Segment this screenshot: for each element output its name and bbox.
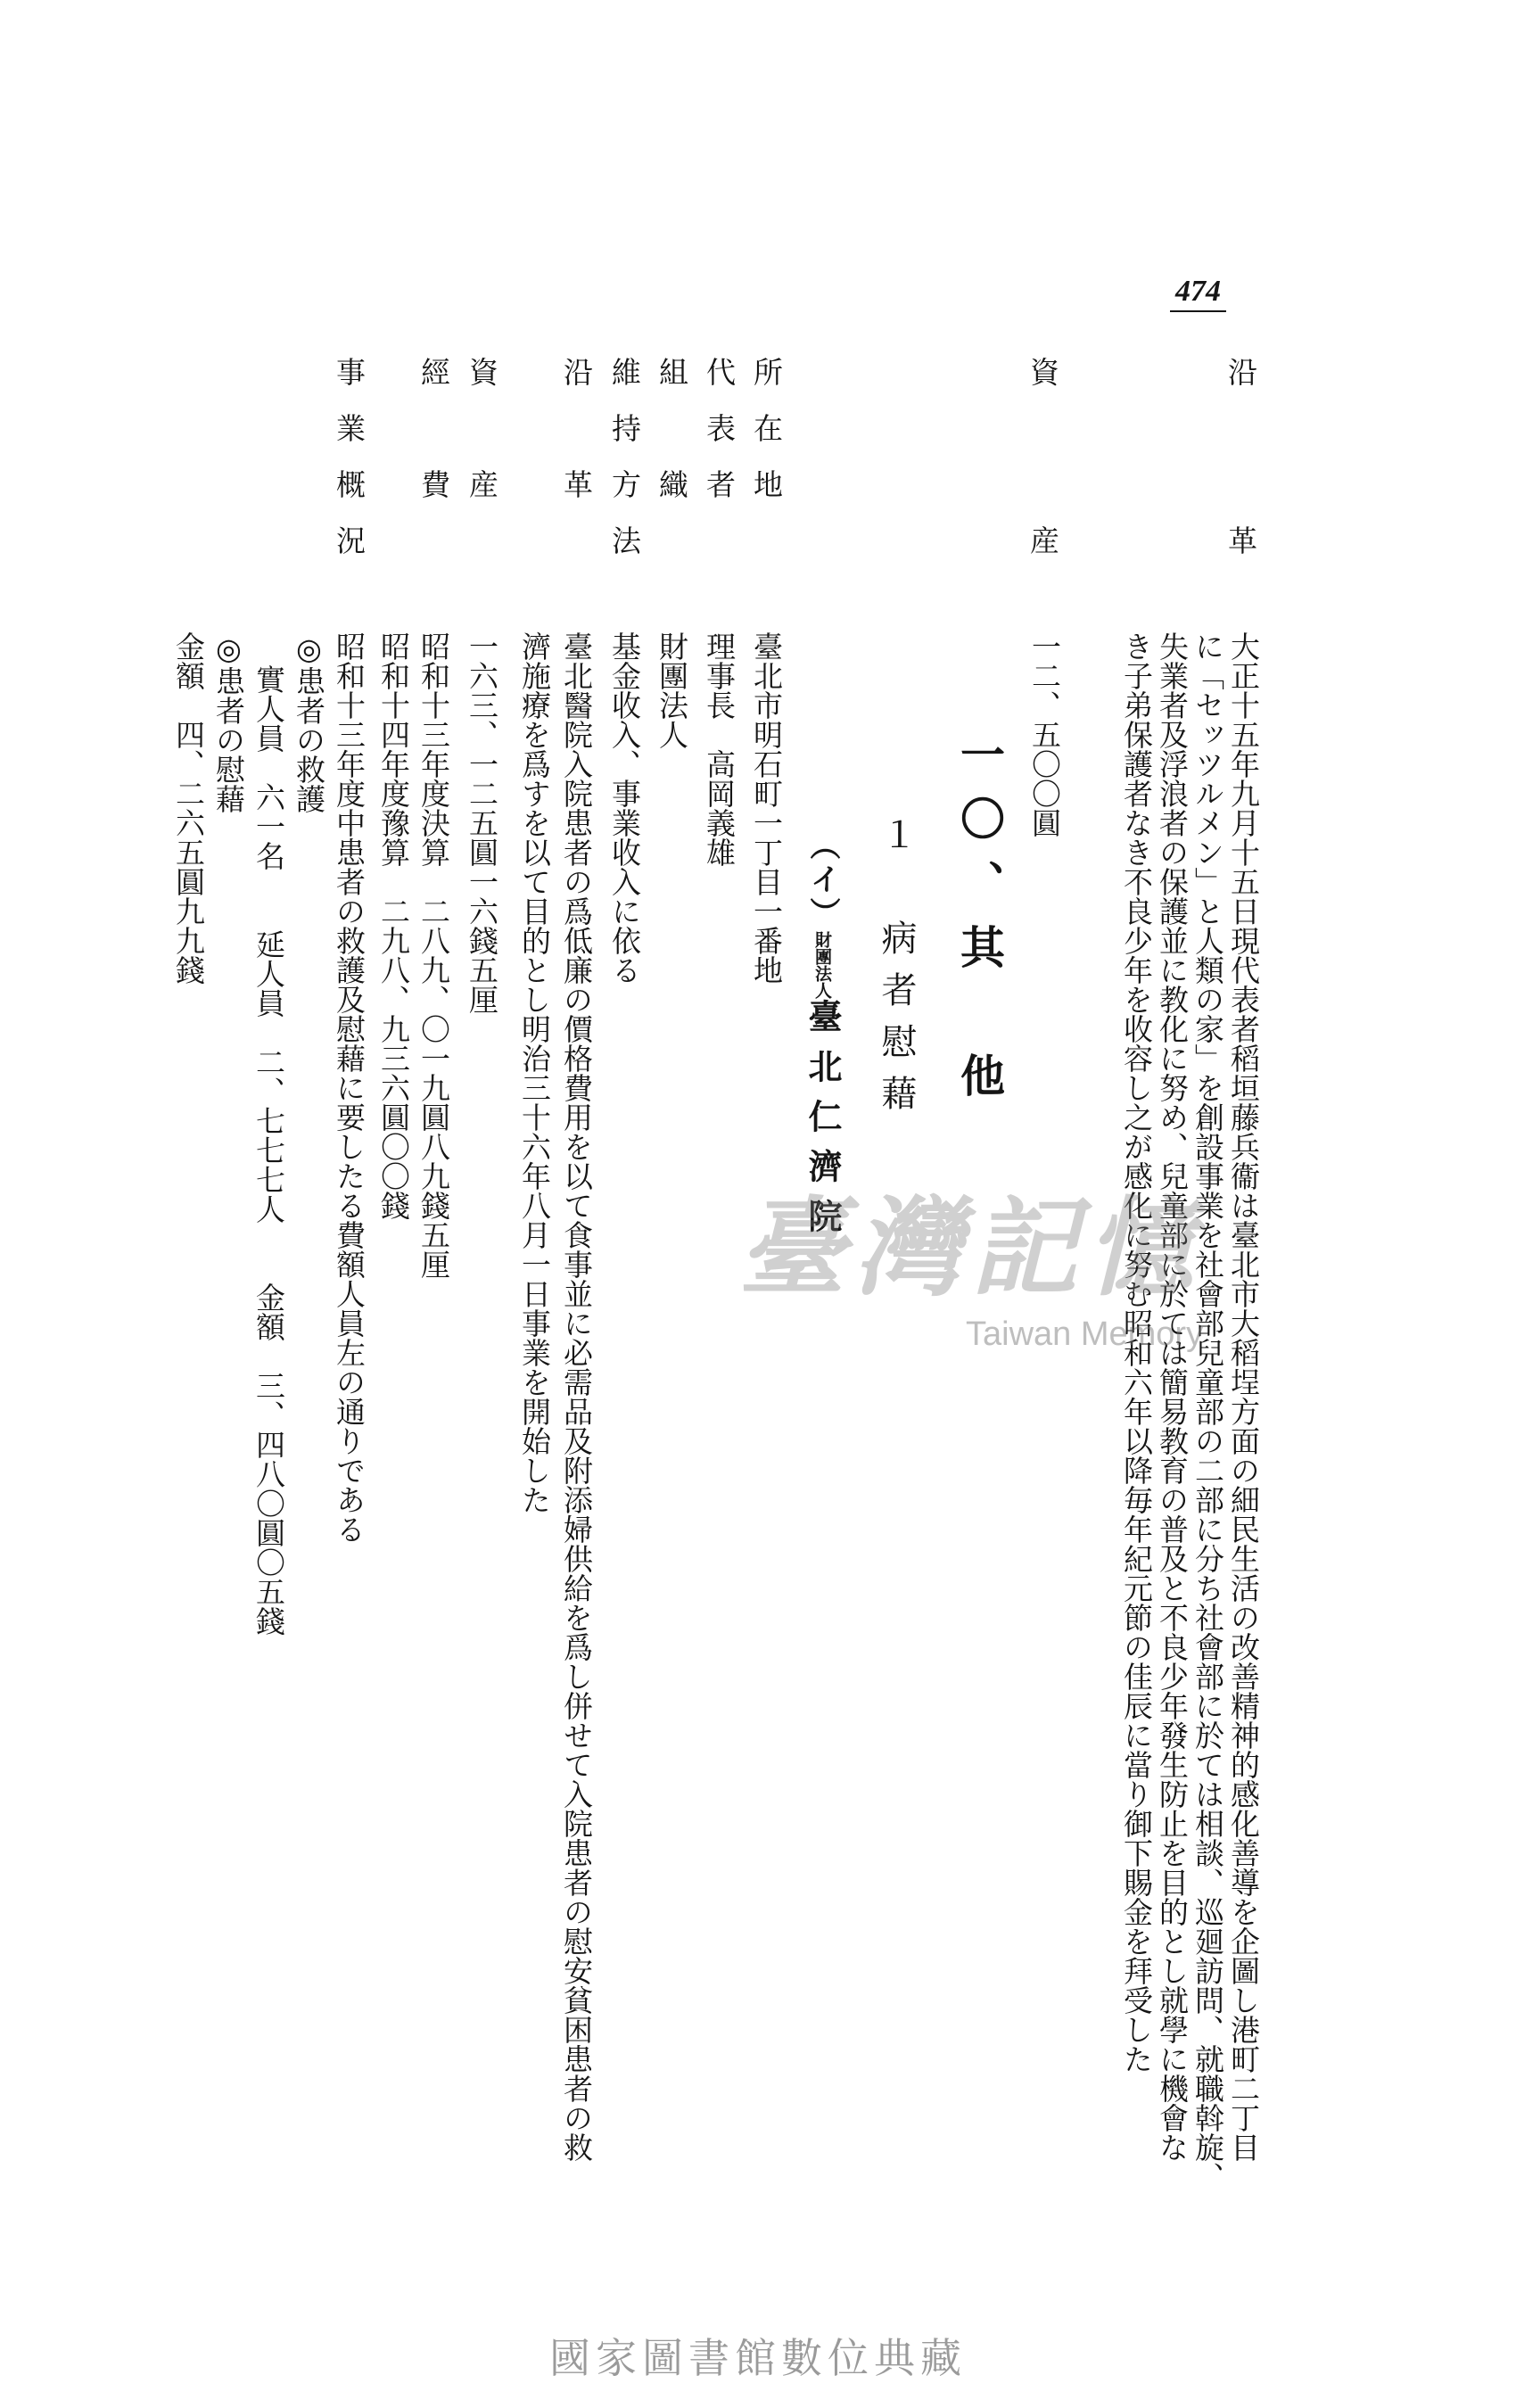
label-shisan-top: 資 産	[1026, 357, 1060, 581]
label-jigyo-gaikyo: 事業概況	[332, 357, 367, 581]
page-number: 474	[1170, 275, 1226, 312]
jigyo-line-4: ◎患者の慰藉	[211, 631, 246, 813]
enkaku-line-1: 大正十五年九月十五日現代表者稻垣藤兵衞は臺北市大稻埕方面の細民生活の改善精神的感化善導を企圖し港町二丁目	[1226, 631, 1261, 2162]
watermark-main: 臺灣記憶	[738, 1185, 1202, 1311]
subsection-heading: １ 病者慰藉	[876, 816, 917, 1126]
enkaku-value-1: 臺北醫院入院患者の爲低廉の價格費用を以て食事並に必需品及附添婦供給を爲し併せて入院患者の慰安貧困患者の救	[559, 631, 594, 2162]
keihi-value-2: 昭和十四年度豫算 二九八、九三六圓〇〇錢	[376, 631, 411, 1220]
watermark-sub: Taiwan Memory	[966, 1315, 1204, 1353]
label-daihyosha: 代表者	[702, 357, 737, 525]
org-name: 臺北仁濟院	[803, 999, 843, 1249]
iji-hoho-value: 基金收入、事業收入に依る	[607, 631, 642, 985]
org-type: 財團法人	[812, 931, 832, 999]
shisan-value: 一六三、一二五圓一六錢五厘	[465, 631, 499, 1014]
enkaku-line-2: に「セッツルメン」と人類の家」を創設事業を社會部兒童部の二部に分ち社會部に於ては相談、巡廻訪問、就職斡旋、	[1191, 631, 1225, 2191]
enkaku-line-3: 失業者及浮浪者の保護並に教化に努め、兒童部に於ては簡易教育の普及と不良少年發生防止を目的とし就學に機會な	[1155, 631, 1190, 2162]
label-shisan: 資 産	[465, 357, 499, 525]
label-keihi: 經 費	[416, 357, 451, 525]
label-soshiki: 組 織	[655, 357, 689, 525]
enkaku-value-2: 濟施療を爲すを以て目的とし明治三十六年八月一日事業を開始した	[517, 631, 552, 1514]
label-iji-hoho: 維持方法	[607, 357, 642, 581]
jigyo-line-1: 昭和十三年度中患者の救護及慰藉に要したる費額人員左の通りである	[332, 631, 367, 1544]
enkaku-line-4: き子弟保護者なき不良少年を收容し之が感化に努む昭和六年以降毎年紀元節の佳辰に當り御下賜金を拜受した	[1119, 631, 1154, 2074]
org-prefix: （イ）	[804, 829, 840, 931]
org-heading	[803, 829, 843, 1249]
jigyo-line-3: 實人員 六一名 延人員 二、七七七人 金額 三、四八〇圓〇五錢	[251, 664, 286, 1636]
shozaichi-value: 臺北市明石町一丁目一番地	[749, 631, 784, 985]
keihi-value-1: 昭和十三年度決算 二八九、〇一九圓八九錢五厘	[416, 631, 451, 1279]
label-enkaku: 沿 革	[559, 357, 594, 525]
soshiki-value: 財團法人	[655, 631, 689, 749]
label-shozaichi: 所在地	[749, 357, 784, 525]
daihyosha-value: 理事長 高岡義雄	[702, 631, 737, 867]
shisan-value-top: 一二、五〇〇圓	[1027, 631, 1062, 837]
label-enkaku-top: 沿 革	[1224, 357, 1258, 581]
jigyo-line-2: ◎患者の救護	[292, 631, 326, 813]
jigyo-line-5: 金額 四、二六五圓九九錢	[171, 631, 206, 985]
footer-archive-label: 國家圖書館數位典藏	[549, 2334, 967, 2382]
section-heading: 一〇、其 他	[953, 731, 1006, 1117]
